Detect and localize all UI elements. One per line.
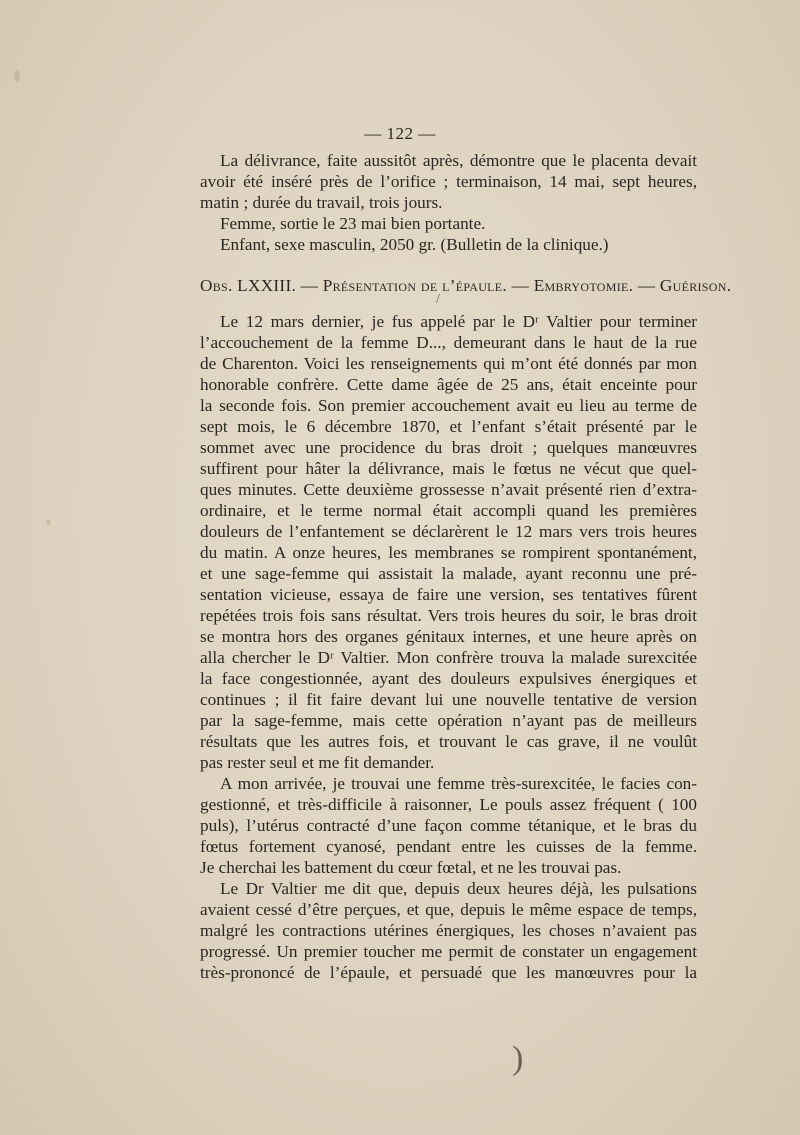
text-line: se montra hors des organes génitaux internes, et une heure après on (200, 627, 697, 646)
text-line: malgré les contractions utérines énergiques, les choses n’avaient pas (200, 921, 697, 940)
page-number: — 122 — (364, 124, 436, 143)
text-line: par la sage-femme, mais cette opération n’ayant pas de meilleurs (200, 711, 697, 730)
text-line: A mon arrivée, je trouvai une femme très-surexcitée, le facies con- (220, 774, 697, 793)
text-line: suffirent pour hâter la délivrance, mais le fœtus ne vécut que quel- (200, 459, 697, 478)
observation-heading-block (200, 275, 732, 296)
text-line: pas rester seul et me fit demander. (200, 753, 435, 772)
text-line: de Charenton. Voici les renseignements qui m’ont été donnés par mon (200, 354, 697, 373)
text-line: alla chercher le Dʳ Valtier. Mon confrère trouva la malade surexcitée (200, 648, 697, 667)
text-line: sept mois, le 6 décembre 1870, et l’enfant s’était présenté par le (200, 417, 697, 436)
text-line: fœtus fortement cyanosé, pendant entre les cuisses de la femme. (200, 837, 697, 856)
text-line: honorable confrère. Cette dame âgée de 25 ans, était enceinte pour (200, 375, 697, 394)
paper-stain (46, 520, 51, 525)
text-line: La délivrance, faite aussitôt après, démontre que le placenta devait (220, 151, 697, 170)
text-line: la seconde fois. Son premier accouchement avait eu lieu au terme de (200, 396, 697, 415)
text-line: Je cherchai les battement du cœur fœtal, et ne les trouvai pas. (200, 858, 622, 877)
observation-heading: Obs. LXXIII. — Présentation de l’épaule. — Embryotomie. — Guérison. (200, 276, 732, 295)
text-line: avaient cessé d’être perçues, et que, depuis le même espace de temps, (200, 900, 697, 919)
text-line: sentation vicieuse, essaya de faire une version, ses tentatives fûrent (200, 585, 697, 604)
text-line: douleurs de l’enfantement se déclarèrent le 12 mars vers trois heures (200, 522, 697, 541)
text-line: ques minutes. Cette deuxième grossesse n’avait présenté rien d’extra- (200, 480, 697, 499)
paragraph-valtier (200, 878, 697, 983)
text-line: Le Dr Valtier me dit que, depuis deux heures déjà, les pulsations (220, 879, 697, 898)
text-line: progressé. Un premier toucher me permit de constater un engagement (200, 942, 697, 961)
text-line: la face congestionnée, ayant des douleurs expulsives énergiques et (200, 669, 697, 688)
text-line: Femme, sortie le 23 mai bien portante. (220, 214, 486, 233)
text-line: et une sage-femme qui assistait la malade, ayant reconnu une pré- (200, 564, 697, 583)
paper-stain (14, 70, 20, 82)
text-line: résultats que les autres fois, et trouvant le cas grave, il ne voulût (200, 732, 697, 751)
text-line: repétées trois fois sans résultat. Vers trois heures du soir, le bras droit (200, 606, 697, 625)
text-line: puls), l’utérus contracté d’une façon comme tétanique, et le bras du (200, 816, 697, 835)
text-line: Le 12 mars dernier, je fus appelé par le Dʳ Valtier pour terminer (220, 312, 697, 331)
paragraph-observation (200, 311, 697, 773)
pencil-mark: / (436, 292, 440, 307)
text-line: avoir été inséré près de l’orifice ; terminaison, 14 mai, sept heures, (200, 172, 697, 191)
text-line: sommet avec une procidence du bras droit ; quelques manœuvres (200, 438, 697, 457)
paragraph-delivrance (200, 150, 697, 255)
text-line: très-prononcé de l’épaule, et persuadé que les manœuvres pour la (200, 963, 697, 982)
text-line: du matin. A onze heures, les membranes se rompirent spontanément, (200, 543, 697, 562)
text-line: ordinaire, et le terme normal était accompli quand les premières (200, 501, 697, 520)
text-line: l’accouchement de la femme D..., demeurant dans le haut de la rue (200, 333, 697, 352)
pencil-mark: ) (512, 1040, 524, 1077)
text-line: matin ; durée du travail, trois jours. (200, 193, 443, 212)
paragraph-arrivee (200, 773, 697, 878)
text-line: continues ; il fit faire devant lui une nouvelle tentative de version (200, 690, 697, 709)
text-line: gestionné, et très-difficile à raisonner, Le pouls assez fréquent ( 100 (200, 795, 697, 814)
text-line: Enfant, sexe masculin, 2050 gr. (Bulletin de la clinique.) (220, 235, 609, 254)
